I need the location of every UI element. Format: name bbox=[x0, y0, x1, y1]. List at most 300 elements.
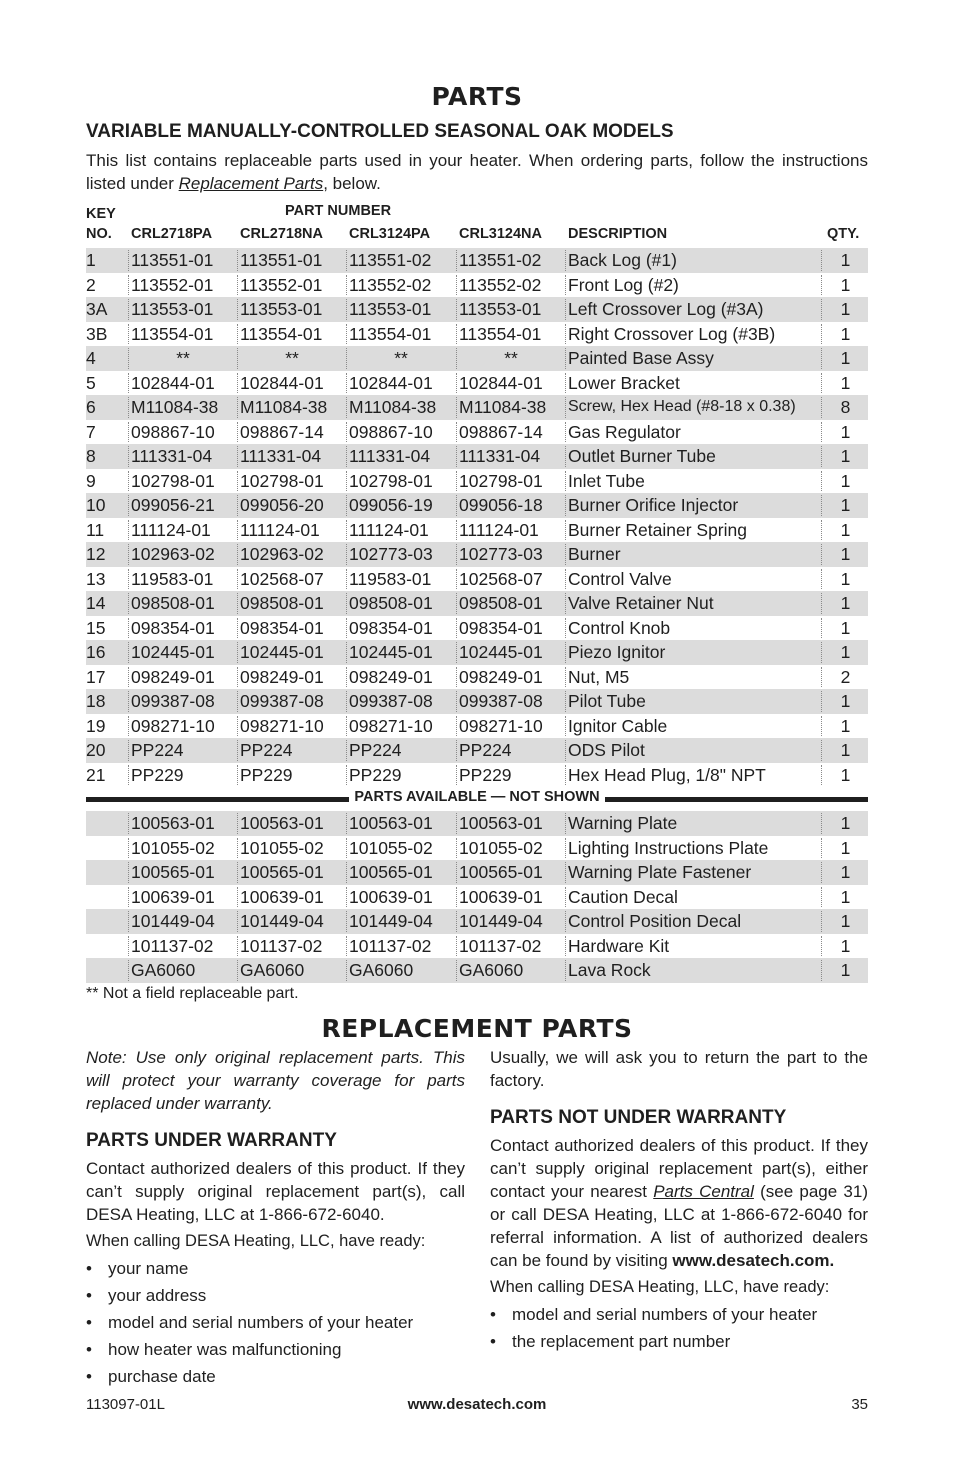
bullet-icon: • bbox=[86, 1313, 92, 1332]
column-separator bbox=[821, 397, 822, 418]
part-number-cell: 113552-01 bbox=[131, 274, 214, 295]
part-number-cell: 098508-01 bbox=[240, 593, 324, 613]
description-cell: ODS Pilot bbox=[568, 740, 645, 760]
qty-cell: 1 bbox=[840, 837, 851, 858]
part-number-cell: 113551-01 bbox=[240, 250, 323, 270]
column-separator bbox=[821, 593, 822, 614]
key-no-cell: 3B bbox=[86, 323, 108, 344]
column-separator bbox=[237, 446, 238, 467]
bullet-icon: • bbox=[86, 1340, 92, 1359]
table-row bbox=[86, 248, 868, 273]
bullet-icon: • bbox=[86, 1367, 92, 1386]
description-cell: Control Valve bbox=[568, 568, 672, 589]
qty-cell: 1 bbox=[840, 250, 851, 270]
model-header: CRL3124PA bbox=[349, 226, 431, 242]
key-no-cell: 3A bbox=[86, 299, 108, 319]
column-separator bbox=[237, 324, 238, 345]
table-row bbox=[86, 958, 868, 983]
column-separator bbox=[237, 618, 238, 639]
intro-text-end: , below. bbox=[323, 174, 381, 193]
column-separator bbox=[821, 716, 822, 737]
part-number-cell: 111124-01 bbox=[131, 519, 211, 540]
part-number-cell: 113553-01 bbox=[240, 299, 323, 319]
description-cell: Burner Retainer Spring bbox=[568, 519, 747, 540]
part-number-cell: 098271-10 bbox=[240, 715, 324, 736]
table-row bbox=[86, 420, 868, 445]
column-separator bbox=[128, 397, 129, 418]
part-number-cell: 100565-01 bbox=[240, 862, 324, 882]
model-header: CRL2718PA bbox=[131, 226, 213, 242]
table-header bbox=[86, 200, 868, 248]
column-separator bbox=[346, 642, 347, 663]
column-separator bbox=[237, 299, 238, 320]
part-number-cell: 098249-01 bbox=[240, 666, 324, 687]
list-item-text: your address bbox=[108, 1286, 207, 1305]
table-row bbox=[86, 714, 868, 739]
column-separator bbox=[237, 862, 238, 883]
column-separator bbox=[237, 275, 238, 296]
column-separator bbox=[128, 740, 129, 761]
column-separator bbox=[456, 250, 457, 271]
under-warranty-ready: When calling DESA Heating, LLC, have ready: bbox=[86, 1232, 426, 1250]
qty-header: QTY. bbox=[827, 226, 860, 242]
part-number-cell: 102844-01 bbox=[131, 372, 215, 393]
part-number-cell: 101449-04 bbox=[349, 911, 433, 931]
column-separator bbox=[346, 740, 347, 761]
column-separator bbox=[128, 642, 129, 663]
key-no-cell: 13 bbox=[86, 568, 106, 589]
part-number-cell: 111124-01 bbox=[240, 519, 320, 540]
part-number-cell: 100639-01 bbox=[131, 886, 215, 907]
column-separator bbox=[128, 960, 129, 981]
part-number-cell: 111331-04 bbox=[240, 446, 322, 466]
column-separator bbox=[237, 960, 238, 981]
column-separator bbox=[346, 495, 347, 516]
replacement-parts-link[interactable]: Replacement Parts bbox=[178, 174, 324, 193]
column-separator bbox=[128, 691, 129, 712]
part-number-cell: 101055-02 bbox=[349, 837, 433, 858]
part-number-cell: 099056-21 bbox=[131, 495, 215, 515]
table-row bbox=[86, 542, 868, 567]
part-number-cell: 099387-08 bbox=[349, 691, 433, 711]
column-separator bbox=[128, 618, 129, 639]
column-separator bbox=[456, 299, 457, 320]
not-under-warranty-text bbox=[490, 1134, 868, 1272]
part-number-cell: 101137-02 bbox=[349, 935, 432, 956]
description-cell: Ignitor Cable bbox=[568, 715, 668, 736]
column-separator bbox=[456, 740, 457, 761]
description-cell: Caution Decal bbox=[568, 886, 678, 907]
key-no-cell: 2 bbox=[86, 274, 96, 295]
column-separator bbox=[821, 373, 822, 394]
part-number-cell: 113553-01 bbox=[459, 299, 542, 319]
part-number-cell: 102844-01 bbox=[459, 372, 543, 393]
text-span: (see page 31) or call DESA Heating, LLC at 1-866-672-6040 for referral information. A list of authorized dealers can be found by visiting bbox=[490, 1182, 868, 1270]
part-number-cell: ** bbox=[394, 348, 408, 368]
parts-table bbox=[86, 200, 868, 983]
column-separator bbox=[128, 299, 129, 320]
column-separator bbox=[456, 471, 457, 492]
table-body-not-shown bbox=[86, 811, 868, 983]
part-number-cell: 102798-01 bbox=[240, 470, 324, 491]
website-link[interactable]: www.desatech.com. bbox=[672, 1251, 835, 1270]
description-cell: Nut, M5 bbox=[568, 666, 630, 687]
list-item bbox=[490, 1328, 868, 1355]
list-item bbox=[86, 1363, 465, 1390]
column-separator bbox=[128, 765, 129, 786]
footer-website[interactable]: www.desatech.com bbox=[407, 1396, 547, 1413]
qty-cell: 8 bbox=[840, 397, 851, 417]
column-separator bbox=[237, 520, 238, 541]
column-separator bbox=[565, 691, 566, 712]
model-header: CRL2718NA bbox=[240, 226, 323, 242]
list-item-text: the replacement part number bbox=[512, 1332, 731, 1351]
table-row bbox=[86, 493, 868, 518]
part-number-cell: 099387-08 bbox=[459, 691, 543, 711]
part-number-header: PART NUMBER bbox=[285, 203, 392, 219]
description-cell: Burner bbox=[568, 544, 621, 564]
key-no-cell: 8 bbox=[86, 446, 96, 466]
column-separator bbox=[456, 275, 457, 296]
column-separator bbox=[346, 275, 347, 296]
description-cell: Pilot Tube bbox=[568, 691, 646, 711]
column-separator bbox=[128, 838, 129, 859]
column-separator bbox=[237, 911, 238, 932]
column-separator bbox=[821, 324, 822, 345]
column-separator bbox=[456, 422, 457, 443]
column-separator bbox=[821, 667, 822, 688]
qty-cell: 1 bbox=[840, 421, 851, 442]
description-cell: Hex Head Plug, 1/8" NPT bbox=[568, 764, 766, 785]
qty-cell: 1 bbox=[840, 323, 851, 344]
part-number-cell: 113551-02 bbox=[349, 250, 432, 270]
part-number-cell: 098271-10 bbox=[131, 715, 215, 736]
part-number-cell: 111124-01 bbox=[459, 519, 539, 540]
part-number-cell: ** bbox=[285, 348, 299, 368]
qty-cell: 1 bbox=[840, 446, 851, 466]
part-number-cell: 102445-01 bbox=[240, 642, 324, 662]
column-separator bbox=[346, 544, 347, 565]
column-separator bbox=[237, 250, 238, 271]
column-separator bbox=[565, 862, 566, 883]
table-row bbox=[86, 616, 868, 641]
under-warranty-list bbox=[86, 1255, 465, 1390]
part-number-cell: PP224 bbox=[349, 740, 402, 760]
column-separator bbox=[128, 593, 129, 614]
column-separator bbox=[128, 667, 129, 688]
description-cell: Right Crossover Log (#3B) bbox=[568, 323, 776, 344]
column-separator bbox=[821, 569, 822, 590]
part-number-cell: 101055-02 bbox=[459, 837, 543, 858]
part-number-cell: 102963-02 bbox=[131, 544, 215, 564]
column-separator bbox=[456, 446, 457, 467]
column-separator bbox=[565, 960, 566, 981]
bullet-icon: • bbox=[490, 1332, 496, 1351]
column-separator bbox=[565, 422, 566, 443]
not-shown-divider bbox=[86, 787, 868, 811]
list-item-text: purchase date bbox=[108, 1367, 216, 1386]
part-number-cell: GA6060 bbox=[240, 960, 305, 980]
part-number-cell: 111331-04 bbox=[131, 446, 213, 466]
table-row bbox=[86, 395, 868, 420]
column-separator bbox=[821, 618, 822, 639]
part-number-cell: 111124-01 bbox=[349, 519, 429, 540]
column-separator bbox=[237, 373, 238, 394]
description-cell: Screw, Hex Head (#8-18 x 0.38) bbox=[568, 398, 796, 415]
column-separator bbox=[565, 348, 566, 369]
part-number-cell: 098867-10 bbox=[349, 421, 433, 442]
qty-cell: 1 bbox=[840, 691, 851, 711]
column-separator bbox=[565, 642, 566, 663]
table-row bbox=[86, 689, 868, 714]
column-separator bbox=[128, 324, 129, 345]
description-cell: Warning Plate bbox=[568, 813, 678, 833]
part-number-cell: 101449-04 bbox=[459, 911, 543, 931]
description-cell: Front Log (#2) bbox=[568, 274, 679, 295]
column-separator bbox=[456, 936, 457, 957]
column-separator bbox=[237, 838, 238, 859]
list-item-text: your name bbox=[108, 1259, 189, 1278]
doc-number: 113097-01L bbox=[86, 1396, 165, 1413]
column-separator bbox=[346, 691, 347, 712]
column-separator bbox=[456, 520, 457, 541]
list-item-text: model and serial numbers of your heater bbox=[512, 1305, 818, 1324]
part-number-cell: PP229 bbox=[240, 764, 293, 785]
description-cell: Back Log (#1) bbox=[568, 250, 677, 270]
part-number-cell: GA6060 bbox=[131, 960, 196, 980]
qty-cell: 1 bbox=[840, 348, 851, 368]
column-separator bbox=[346, 471, 347, 492]
part-number-cell: PP229 bbox=[131, 764, 184, 785]
column-separator bbox=[346, 887, 347, 908]
column-separator bbox=[821, 691, 822, 712]
part-number-cell: GA6060 bbox=[459, 960, 524, 980]
part-number-cell: 102844-01 bbox=[240, 372, 324, 393]
list-item bbox=[86, 1336, 465, 1363]
column-separator bbox=[565, 471, 566, 492]
part-number-cell: 113552-02 bbox=[459, 274, 542, 295]
description-cell: Inlet Tube bbox=[568, 470, 645, 491]
part-number-cell: 098508-01 bbox=[131, 593, 215, 613]
column-separator bbox=[237, 887, 238, 908]
column-separator bbox=[346, 862, 347, 883]
column-separator bbox=[346, 250, 347, 271]
not-under-warranty-ready: When calling DESA Heating, LLC, have ready: bbox=[490, 1278, 830, 1296]
part-number-cell: PP229 bbox=[349, 764, 402, 785]
column-separator bbox=[565, 813, 566, 834]
column-separator bbox=[565, 936, 566, 957]
column-separator bbox=[456, 642, 457, 663]
list-item bbox=[490, 1301, 868, 1328]
column-separator bbox=[237, 471, 238, 492]
column-separator bbox=[821, 299, 822, 320]
column-separator bbox=[237, 716, 238, 737]
part-number-cell: 100639-01 bbox=[349, 886, 433, 907]
column-separator bbox=[237, 691, 238, 712]
part-number-cell: ** bbox=[176, 348, 190, 368]
part-number-cell: 113553-01 bbox=[349, 299, 432, 319]
column-separator bbox=[237, 936, 238, 957]
part-number-cell: 100639-01 bbox=[459, 886, 543, 907]
part-number-cell: M11084-38 bbox=[131, 397, 219, 417]
column-separator bbox=[456, 593, 457, 614]
column-separator bbox=[456, 716, 457, 737]
qty-cell: 1 bbox=[840, 544, 851, 564]
part-number-cell: 098354-01 bbox=[131, 617, 215, 638]
column-separator bbox=[346, 569, 347, 590]
column-separator bbox=[128, 862, 129, 883]
key-no-cell: 19 bbox=[86, 715, 106, 736]
column-separator bbox=[128, 936, 129, 957]
column-separator bbox=[456, 618, 457, 639]
qty-cell: 1 bbox=[840, 715, 851, 736]
key-no-cell: 5 bbox=[86, 372, 96, 393]
qty-cell: 1 bbox=[840, 642, 851, 662]
page-number: 35 bbox=[851, 1396, 868, 1413]
no-header: NO. bbox=[86, 226, 112, 242]
column-separator bbox=[821, 642, 822, 663]
part-number-cell: 102445-01 bbox=[131, 642, 215, 662]
description-cell: Hardware Kit bbox=[568, 935, 670, 956]
column-separator bbox=[346, 422, 347, 443]
description-cell: Piezo Ignitor bbox=[568, 642, 666, 662]
under-warranty-heading: PARTS UNDER WARRANTY bbox=[86, 1130, 337, 1151]
part-number-cell: 113551-02 bbox=[459, 250, 542, 270]
column-separator bbox=[346, 667, 347, 688]
column-separator bbox=[237, 397, 238, 418]
part-number-cell: 113552-02 bbox=[349, 274, 432, 295]
part-number-cell: 098249-01 bbox=[131, 666, 215, 687]
column-separator bbox=[565, 397, 566, 418]
list-item-text: model and serial numbers of your heater bbox=[108, 1313, 414, 1332]
key-no-cell: 9 bbox=[86, 470, 96, 491]
qty-cell: 1 bbox=[840, 911, 851, 931]
column-separator bbox=[237, 765, 238, 786]
column-separator bbox=[128, 250, 129, 271]
part-number-cell: 111331-04 bbox=[349, 446, 431, 466]
column-separator bbox=[128, 911, 129, 932]
replacement-title: REPLACEMENT PARTS bbox=[321, 1014, 633, 1043]
key-no-cell: 17 bbox=[86, 666, 106, 687]
table-row bbox=[86, 322, 868, 347]
part-number-cell: 101137-02 bbox=[459, 935, 542, 956]
qty-cell: 1 bbox=[840, 740, 851, 760]
key-no-cell: 14 bbox=[86, 593, 106, 613]
column-separator bbox=[346, 765, 347, 786]
part-number-cell: 100565-01 bbox=[131, 862, 215, 882]
left-column bbox=[86, 1046, 465, 1390]
column-separator bbox=[565, 765, 566, 786]
return-text: Usually, we will ask you to return the part to the factory. bbox=[490, 1048, 868, 1090]
part-number-cell: 113554-01 bbox=[240, 323, 323, 344]
part-number-cell: 100563-01 bbox=[240, 813, 324, 833]
table-row bbox=[86, 444, 868, 469]
column-separator bbox=[821, 471, 822, 492]
column-separator bbox=[456, 397, 457, 418]
column-separator bbox=[456, 495, 457, 516]
table-row bbox=[86, 665, 868, 690]
table-row bbox=[86, 885, 868, 910]
column-separator bbox=[821, 422, 822, 443]
part-number-cell: M11084-38 bbox=[459, 397, 547, 417]
column-separator bbox=[456, 348, 457, 369]
key-no-cell: 10 bbox=[86, 495, 106, 515]
column-separator bbox=[821, 887, 822, 908]
column-separator bbox=[456, 765, 457, 786]
description-cell: Outlet Burner Tube bbox=[568, 446, 716, 466]
description-cell: Lava Rock bbox=[568, 960, 651, 980]
table-row bbox=[86, 934, 868, 959]
bullet-icon: • bbox=[86, 1286, 92, 1305]
column-separator bbox=[346, 813, 347, 834]
qty-cell: 1 bbox=[840, 495, 851, 515]
table-row bbox=[86, 811, 868, 836]
under-warranty-text: Contact authorized dealers of this product. If they can’t supply original replacement part(s), call DESA Heating, LLC at 1-866-672-6040. bbox=[86, 1159, 465, 1224]
qty-cell: 1 bbox=[840, 935, 851, 956]
table-row bbox=[86, 371, 868, 396]
part-number-cell: 099056-18 bbox=[459, 495, 543, 515]
column-separator bbox=[565, 838, 566, 859]
part-number-cell: 100563-01 bbox=[349, 813, 433, 833]
bullet-icon: • bbox=[490, 1305, 496, 1324]
column-separator bbox=[565, 911, 566, 932]
column-separator bbox=[128, 544, 129, 565]
column-separator bbox=[565, 446, 566, 467]
table-row bbox=[86, 273, 868, 298]
qty-cell: 1 bbox=[840, 372, 851, 393]
column-separator bbox=[565, 520, 566, 541]
column-separator bbox=[565, 495, 566, 516]
part-number-cell: 113554-01 bbox=[349, 323, 432, 344]
part-number-cell: 111331-04 bbox=[459, 446, 541, 466]
part-number-cell: 100565-01 bbox=[459, 862, 543, 882]
column-separator bbox=[565, 544, 566, 565]
not-shown-label: PARTS AVAILABLE — NOT SHOWN bbox=[351, 789, 602, 805]
column-separator bbox=[346, 960, 347, 981]
part-number-cell: 102798-01 bbox=[459, 470, 543, 491]
column-separator bbox=[237, 593, 238, 614]
column-separator bbox=[346, 618, 347, 639]
part-number-cell: 098867-14 bbox=[240, 421, 324, 442]
column-separator bbox=[346, 397, 347, 418]
not-under-warranty-list bbox=[490, 1301, 868, 1355]
parts-central-link[interactable]: Parts Central bbox=[653, 1182, 754, 1201]
column-separator bbox=[346, 716, 347, 737]
part-number-cell: 100639-01 bbox=[240, 886, 324, 907]
page-title: PARTS bbox=[431, 82, 523, 111]
replacement-note: Note: Use only original replacement parts. This will protect your warranty coverage for parts replaced under warranty. bbox=[86, 1048, 465, 1113]
not-under-warranty-heading: PARTS NOT UNDER WARRANTY bbox=[490, 1107, 787, 1128]
key-no-cell: 7 bbox=[86, 421, 96, 442]
column-separator bbox=[128, 471, 129, 492]
column-separator bbox=[565, 275, 566, 296]
part-number-cell: 100563-01 bbox=[131, 813, 215, 833]
table-row bbox=[86, 763, 868, 788]
part-number-cell: 098354-01 bbox=[459, 617, 543, 638]
key-no-cell: 6 bbox=[86, 397, 96, 417]
description-cell: Lower Bracket bbox=[568, 372, 680, 393]
part-number-cell: PP224 bbox=[240, 740, 293, 760]
part-number-cell: 100565-01 bbox=[349, 862, 433, 882]
qty-cell: 2 bbox=[840, 666, 851, 687]
column-separator bbox=[565, 618, 566, 639]
part-number-cell: 098867-14 bbox=[459, 421, 543, 442]
qty-cell: 1 bbox=[840, 568, 851, 589]
column-separator bbox=[821, 275, 822, 296]
column-separator bbox=[128, 813, 129, 834]
column-separator bbox=[821, 446, 822, 467]
column-separator bbox=[237, 813, 238, 834]
